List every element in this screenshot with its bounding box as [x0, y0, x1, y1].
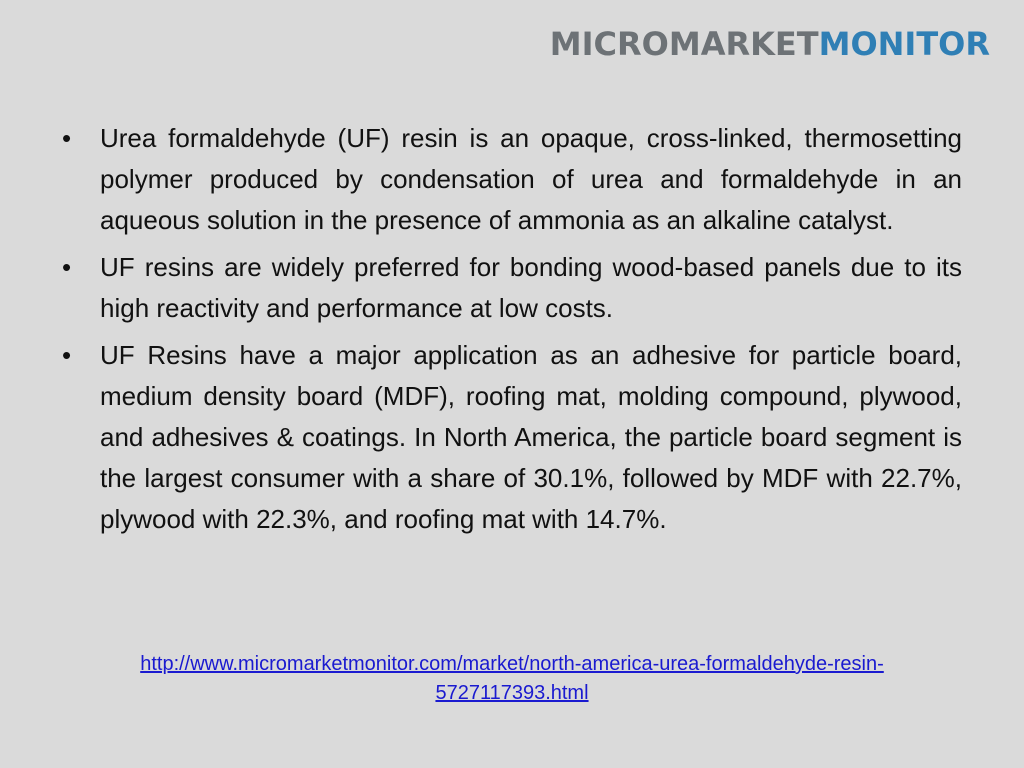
- micromarketmonitor-logo: [550, 24, 990, 64]
- bullet-dot-icon: •: [62, 252, 72, 282]
- bullet-item: [58, 335, 962, 540]
- slide-content: [58, 118, 962, 546]
- bullet-dot-icon: •: [62, 340, 72, 370]
- bullet-text: UF resins are widely preferred for bonding wood-based panels due to its high reactivity and performance at low costs.: [100, 252, 962, 323]
- bullet-list: [58, 118, 962, 540]
- bullet-dot-icon: •: [62, 123, 72, 153]
- logo-text-micromarket: MICROMARKET: [549, 25, 819, 63]
- bullet-text: Urea formaldehyde (UF) resin is an opaque, cross-linked, thermosetting polymer produced by condensation of urea and formaldehyde in an aqueous solution in the presence of ammonia as an alkaline catalyst.: [100, 123, 962, 235]
- logo-text-monitor: MONITOR: [818, 25, 990, 63]
- bullet-item: [58, 118, 962, 241]
- source-link-line-1: http://www.micromarketmonitor.com/market/north-america-urea-formaldehyde-resin-: [140, 653, 884, 675]
- source-link-container: [40, 650, 984, 708]
- bullet-text: UF Resins have a major application as an adhesive for particle board, medium density board (MDF), roofing mat, molding compound, plywood, and adhesives & coatings. In North America, the particle board segment is the largest consumer with a share of 30.1%, followed by MDF with 22.7%, plywood with 22.3%, and roofing mat with 14.7%.: [100, 340, 962, 534]
- source-link[interactable]: [140, 653, 884, 704]
- source-link-line-2: 5727117393.html: [435, 682, 589, 704]
- bullet-item: [58, 247, 962, 329]
